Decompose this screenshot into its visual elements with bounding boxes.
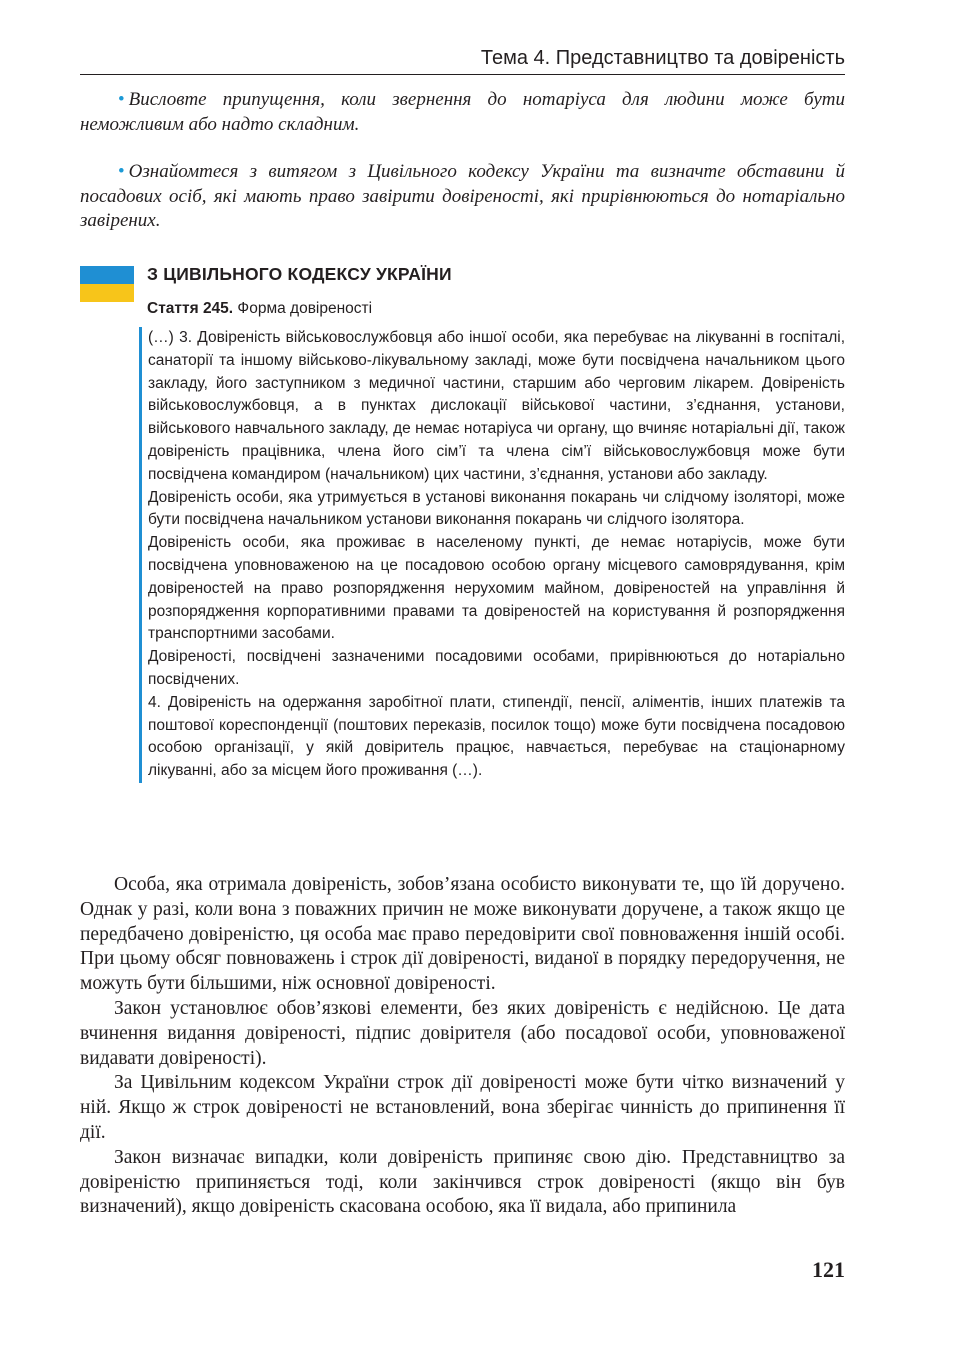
- body-paragraph: Особа, яка отримала довіреність, зобов’язана особисто виконувати те, що їй доручено. Однак у разі, коли вона з поважних причин не може виконувати доручене, а також якщо це передбачено довіреністю, ця особа має право передовірити свої повноваження іншій особі. При цьому обсяг повноважень і строк дії довіреності, виданої в порядку передоручення, не можуть бути більшими, ніж основної довіреності.: [80, 874, 845, 995]
- law-paragraph: Довіреності, посвідчені зазначеними посадовими особами, прирівнюються до нотаріально посвідчених.: [148, 648, 845, 688]
- bullet-icon: •: [118, 89, 125, 110]
- flag-blue-stripe: [80, 266, 134, 284]
- task-item: [80, 88, 845, 137]
- body-paragraph: Закон визначає випадки, коли довіреність припиняє свою дію. Представництво за довіреністю припиняється тоді, коли закінчився строк довіреності (якщо він був визначений), якщо довіреність скасована особою, яка її видала, або припинила: [80, 1146, 845, 1218]
- body-paragraph: Закон установлює обов’язкові елементи, без яких довіреність є недійсною. Це дата вчинення видання довіреності, підпис довірителя (або посадової особи, уповноваженої видавати довіреності).: [80, 997, 845, 1069]
- law-paragraph: Довіреність особи, яка проживає в населеному пункті, де немає нотаріусів, може бути посвідчена уповноваженою на це посадовою особою органу місцевого самоврядування, крім довіреностей на право розпорядження нерухомим майном, довіреностей на управління й розпорядження корпоративними правами та довіреностей на користування й розпорядження транспортними засобами.: [148, 534, 845, 643]
- running-header: [80, 46, 845, 75]
- task-text: Висловте припущення, коли звернення до нотаріуса для людини може бути неможливим або надто складним.: [80, 89, 845, 135]
- main-text: [80, 873, 845, 1220]
- page-number: 121: [812, 1257, 845, 1282]
- flag-yellow-stripe: [80, 284, 134, 302]
- law-paragraph: (…) 3. Довіреність військовослужбовця або іншої особи, яка перебуває на лікуванні в госпіталі, санаторії та іншому військово-лікувальному закладі, може бути посвідчена начальником цього закладу, його заступником з медичної частини, старшим або черговим лікарем. Довіреність військовослужбовця, а в пунктах дислокації військової частини, з’єднання, установи, військового навчального закладу, де немає нотаріуса чи органу, що вчиняє нотаріальні дії, також довіреність працівника, члена його сім’ї та члена сім’ї військовослужбовця може бути посвідчена командиром (начальником) цих частини, з’єднання, установи або закладу.: [148, 329, 845, 483]
- article-number: Стаття 245.: [147, 300, 234, 317]
- bullet-icon: •: [118, 161, 125, 182]
- ukraine-flag-icon: [80, 266, 134, 302]
- law-title: З ЦИВІЛЬНОГО КОДЕКСУ УКРАЇНИ: [147, 264, 452, 284]
- task-list: [80, 88, 845, 257]
- law-paragraph: Довіреність особи, яка утримується в установі виконання покарань чи слідчому ізоляторі, може бути посвідчена начальником установи виконання покарань чи слідчого ізолятора.: [148, 488, 845, 529]
- task-text: Ознайомтеся з витягом з Цивільного кодексу України та визначте обставини й посадових осіб, які мають право завірити довіреності, які прирівнюються до нотаріально завірених.: [80, 161, 845, 231]
- header-title: Тема 4. Представництво та довіреність: [480, 47, 845, 69]
- article-heading: [147, 298, 845, 320]
- task-item: [80, 160, 845, 234]
- law-paragraph: 4. Довіреність на одержання заробітної плати, стипендії, пенсії, аліментів, інших платежів та поштової кореспонденції (поштових переказів, посилок тощо) може бути посвідчена посадовою особою організації, у якій довіритель працює, навчається, перебуває на стаціонарному лікуванні, або за місцем його проживання (…).: [148, 693, 845, 780]
- law-excerpt-body: [139, 327, 845, 783]
- law-excerpt-heading: [147, 262, 845, 320]
- article-name: Форма довіреності: [237, 300, 373, 317]
- body-paragraph: За Цивільним кодексом України строк дії довіреності може бути чітко визначений у ній. Якщо ж строк довіреності не встановлений, вона зберігає чинність до припинення її дії.: [80, 1072, 845, 1143]
